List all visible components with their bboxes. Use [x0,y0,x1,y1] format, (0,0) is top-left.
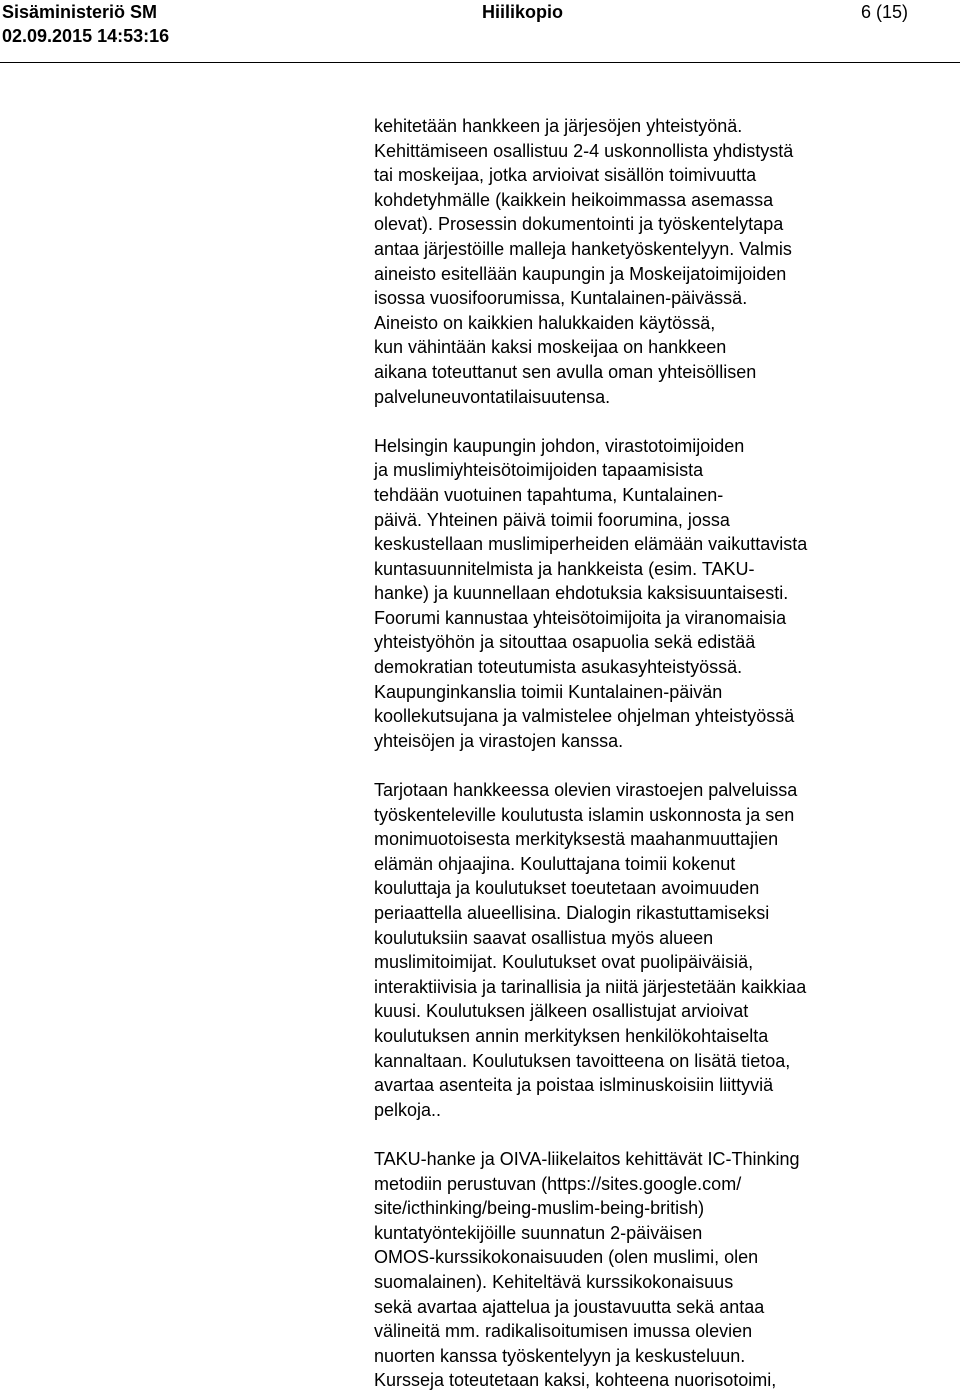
text-line: Kaupunginkanslia toimii Kuntalainen-päivän [374,681,723,702]
text-line: site/icthinking/being-muslim-being-british) [374,1198,705,1219]
text-line: Aineisto on kaikkien halukkaiden käytössä, [374,312,716,333]
text-line: olevat). Prosessin dokumentointi ja työskentelytapa [374,214,784,235]
paragraph [374,114,934,409]
text-line: Kehittämiseen osallistuu 2-4 uskonnollista yhdistystä [374,140,794,161]
text-line: pelkoja.. [374,1099,442,1120]
text-line: Kursseja toteutetaan kaksi, kohteena nuorisotoimi, [374,1370,777,1391]
text-line: hanke) ja kuunnellaan ehdotuksia kaksisuuntaisesti. [374,583,789,604]
text-line: OMOS-kurssikokonaisuuden (olen muslimi, olen [374,1247,759,1268]
text-line: kehitetään hankkeen ja järjesöjen yhteistyönä. [374,116,743,136]
text-line: kuntasuunnitelmista ja hankkeista (esim. TAKU- [374,558,755,579]
text-line: demokratian toteutumista asukasyhteistyössä. [374,657,743,678]
text-line: interaktiivisia ja tarinallisia ja niitä järjestetään kaikkiaa [374,976,807,997]
text-line: keskustellaan muslimiperheiden elämään vaikuttavista [374,534,808,555]
document-body [374,114,934,1393]
text-line: yhteistyöhön ja sitouttaa osapuolia sekä edistää [374,632,756,653]
paragraph [374,1147,934,1393]
text-line: Helsingin kaupungin johdon, virastotoimijoiden [374,435,745,456]
text-line: TAKU-hanke ja OIVA-liikelaitos kehittävät IC-Thinking [374,1148,800,1169]
text-line: elämän ohjaajina. Kouluttajana toimii kokenut [374,853,736,874]
text-line: työskenteleville koulutusta islamin uskonnosta ja sen [374,804,795,825]
text-line: aineisto esitellään kaupungin ja Moskeijatoimijoiden [374,263,787,284]
text-line: suomalainen). Kehiteltävä kurssikokonaisuus [374,1271,734,1292]
text-line: kouluttaja ja koulutukset toeutetaan avoimuuden [374,878,760,899]
page-header [0,0,960,63]
text-line: metodiin perustuvan (https://sites.google.com/ [374,1173,742,1194]
text-line: koulutuksiin saavat osallistua myös alueen [374,927,714,948]
text-line: kuusi. Koulutuksen jälkeen osallistujat arvioivat [374,1001,749,1022]
text-line: monimuotoisesta merkityksestä maahanmuuttajien [374,829,779,850]
text-line: kuntatyöntekijöille suunnatun 2-päiväisen [374,1222,703,1243]
text-line: koollekutsujana ja valmistelee ohjelman yhteistyössä [374,706,795,727]
text-line: koulutuksen annin merkityksen henkilökohtaiselta [374,1025,769,1046]
text-line: muslimitoimijat. Koulutukset ovat puolipäiväisiä, [374,952,754,973]
text-line: tai moskeijaa, jotka arvioivat sisällön toimivuutta [374,165,757,186]
text-line: yhteisöjen ja virastojen kanssa. [374,730,624,751]
paragraph [374,778,934,1122]
text-line: ja muslimiyhteisötoimijoiden tapaamisista [374,460,704,481]
text-line: kun vähintään kaksi moskeijaa on hankkeen [374,337,727,358]
text-line: Tarjotaan hankkeessa olevien virastoejen palveluissa [374,780,798,801]
text-line: isossa vuosifoorumissa, Kuntalainen-päivässä. [374,288,748,309]
text-line: tehdään vuotuinen tapahtuma, Kuntalainen- [374,484,724,505]
page-number: 6 (15) [860,2,908,22]
document-timestamp: 02.09.2015 14:53:16 [2,26,170,46]
paragraph [374,434,934,754]
text-line: päivä. Yhteinen päivä toimii foorumina, jossa [374,509,730,530]
text-line: periaattella alueellisina. Dialogin rikastuttamiseksi [374,903,770,923]
text-line: kannaltaan. Koulutuksen tavoitteena on lisätä tietoa, [374,1050,791,1071]
text-line: antaa järjestöille malleja hanketyöskentelyyn. Valmis [374,238,792,259]
text-line: palveluneuvontatilaisuutensa. [374,386,611,407]
document-status: Hiilikopio [482,2,563,22]
text-line: kohdetyhmälle (kaikkein heikoimmassa asemassa [374,189,774,210]
text-line: välineitä mm. radikalisoitumisen imussa olevien [374,1321,753,1342]
text-line: nuorten kanssa työskentelyyn ja keskusteluun. [374,1345,746,1366]
text-line: avartaa asenteita ja poistaa islminuskoisiin liittyviä [374,1075,774,1096]
text-line: Foorumi kannustaa yhteisötoimijoita ja viranomaisia [374,607,787,628]
organization-name: Sisäministeriö SM [2,2,158,22]
text-line: aikana toteuttanut sen avulla oman yhteisöllisen [374,361,757,382]
text-line: sekä avartaa ajattelua ja joustavuutta sekä antaa [374,1296,765,1317]
